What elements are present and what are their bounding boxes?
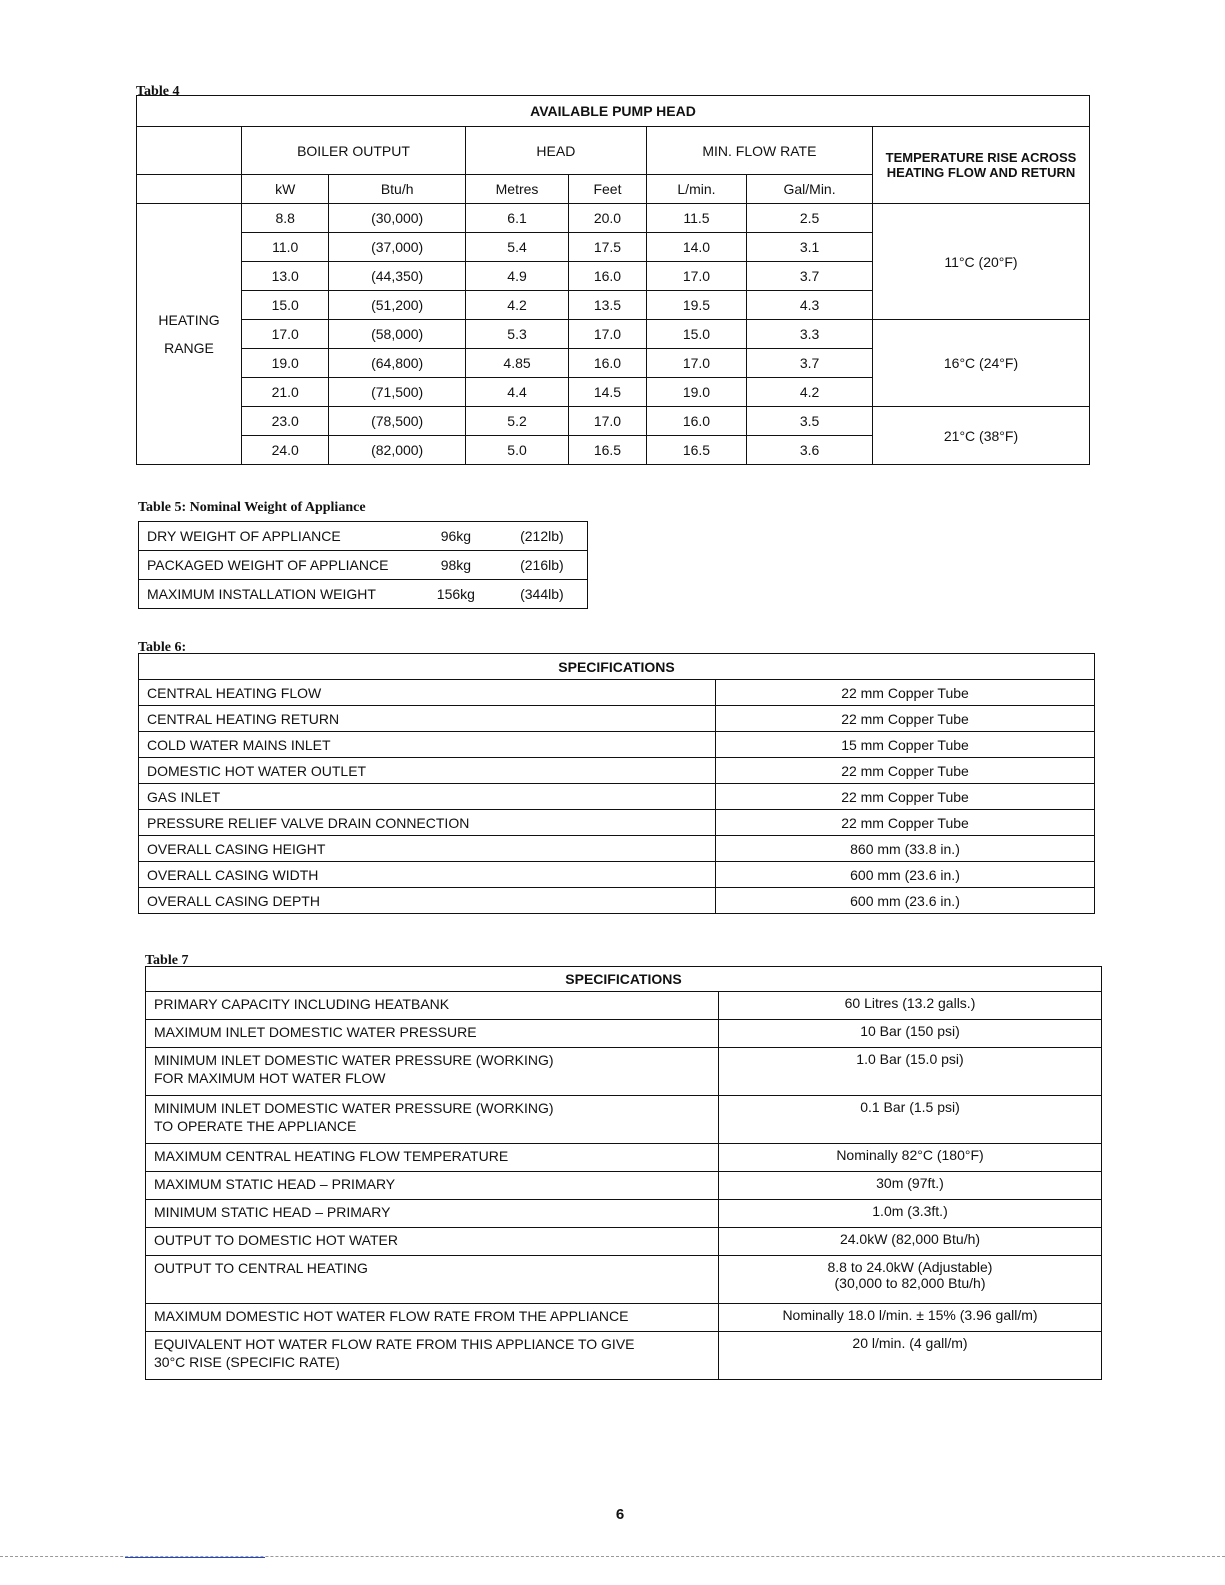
cell-kw: 19.0 [242, 349, 329, 378]
spec-label: OVERALL CASING WIDTH [139, 862, 716, 888]
cell-galmin: 4.3 [747, 291, 873, 320]
cell-galmin: 3.6 [747, 436, 873, 465]
spec-value-line: 60 Litres (13.2 galls.) [844, 995, 976, 1011]
weight-label: PACKAGED WEIGHT OF APPLIANCE [139, 551, 416, 580]
spec-value [719, 1228, 1102, 1256]
cell-feet: 16.5 [569, 436, 647, 465]
table4-blank-unit [137, 175, 242, 204]
spec-label-line: MAXIMUM DOMESTIC HOT WATER FLOW RATE FROM THE APPLIANCE [154, 1308, 629, 1324]
weight-table [138, 521, 588, 609]
boiler-output-header: BOILER OUTPUT [242, 127, 466, 175]
table6-title: SPECIFICATIONS [139, 654, 1095, 680]
weight-lb: (216lb) [497, 551, 588, 580]
cell-galmin: 2.5 [747, 204, 873, 233]
weight-kg: 156kg [415, 580, 497, 609]
cell-lmin: 17.0 [646, 262, 746, 291]
cell-kw: 8.8 [242, 204, 329, 233]
temp-rise-11c: 11°C (20°F) [873, 204, 1090, 320]
cell-feet: 17.5 [569, 233, 647, 262]
cell-galmin: 3.7 [747, 349, 873, 378]
heating-label: HEATING [158, 312, 220, 328]
spec-value [719, 1256, 1102, 1304]
heating-range-label [137, 204, 242, 465]
spec-label [146, 1096, 719, 1144]
cell-metres: 6.1 [465, 204, 568, 233]
cell-btuh: (37,000) [329, 233, 466, 262]
spec-value: 22 mm Copper Tube [716, 810, 1095, 836]
table4-blank-corner [137, 127, 242, 175]
spec-value: 22 mm Copper Tube [716, 758, 1095, 784]
cell-feet: 17.0 [569, 320, 647, 349]
cell-metres: 4.85 [465, 349, 568, 378]
unit-btuh: Btu/h [329, 175, 466, 204]
unit-lmin: L/min. [646, 175, 746, 204]
spec-value: 860 mm (33.8 in.) [716, 836, 1095, 862]
spec-label-line: MAXIMUM STATIC HEAD – PRIMARY [154, 1176, 396, 1192]
spec-value [719, 1304, 1102, 1332]
spec-label-line: MINIMUM INLET DOMESTIC WATER PRESSURE (WORKING) [154, 1052, 554, 1068]
spec-label-line: 30°C RISE (SPECIFIC RATE) [154, 1354, 340, 1370]
head-header: HEAD [465, 127, 646, 175]
spec-label: CENTRAL HEATING FLOW [139, 680, 716, 706]
spec-value-line: 1.0m (3.3ft.) [872, 1203, 948, 1219]
range-label: RANGE [164, 340, 214, 356]
spec-label: COLD WATER MAINS INLET [139, 732, 716, 758]
spec-value-line: 10 Bar (150 psi) [860, 1023, 960, 1039]
spec-value: 22 mm Copper Tube [716, 706, 1095, 732]
cell-metres: 5.4 [465, 233, 568, 262]
temp-rise-header: TEMPERATURE RISE ACROSS HEATING FLOW AND RETURN [873, 127, 1090, 204]
spec-value [719, 1048, 1102, 1096]
spec-label [146, 992, 719, 1020]
spec-label: DOMESTIC HOT WATER OUTLET [139, 758, 716, 784]
table7-caption: Table 7 [145, 953, 189, 968]
unit-galmin: Gal/Min. [747, 175, 873, 204]
cell-feet: 13.5 [569, 291, 647, 320]
spec-value [719, 1020, 1102, 1048]
cell-metres: 4.9 [465, 262, 568, 291]
spec-label-line: PRIMARY CAPACITY INCLUDING HEATBANK [154, 996, 450, 1012]
spec-label [146, 1200, 719, 1228]
spec-value-line: 30m (97ft.) [876, 1175, 944, 1191]
cell-metres: 5.0 [465, 436, 568, 465]
min-flow-rate-header: MIN. FLOW RATE [646, 127, 872, 175]
cell-metres: 5.2 [465, 407, 568, 436]
cell-kw: 11.0 [242, 233, 329, 262]
unit-feet: Feet [569, 175, 647, 204]
spec-label: CENTRAL HEATING RETURN [139, 706, 716, 732]
spec-value [719, 1096, 1102, 1144]
weight-lb: (344lb) [497, 580, 588, 609]
spec-label [146, 1332, 719, 1380]
spec-label [146, 1228, 719, 1256]
cell-lmin: 15.0 [646, 320, 746, 349]
cell-btuh: (30,000) [329, 204, 466, 233]
spec-label [146, 1144, 719, 1172]
spec-label-line: MAXIMUM CENTRAL HEATING FLOW TEMPERATURE [154, 1148, 509, 1164]
cell-metres: 4.4 [465, 378, 568, 407]
spec-value-line: 20 l/min. (4 gall/m) [852, 1335, 968, 1351]
spec-value [719, 1332, 1102, 1380]
cell-btuh: (71,500) [329, 378, 466, 407]
cell-metres: 5.3 [465, 320, 568, 349]
spec-label [146, 1048, 719, 1096]
cell-kw: 24.0 [242, 436, 329, 465]
spec-label-line: OUTPUT TO DOMESTIC HOT WATER [154, 1232, 398, 1248]
spec-label: OVERALL CASING HEIGHT [139, 836, 716, 862]
unit-kw: kW [242, 175, 329, 204]
cell-lmin: 17.0 [646, 349, 746, 378]
table6-caption: Table 6: [138, 640, 187, 655]
cell-kw: 21.0 [242, 378, 329, 407]
weight-kg: 98kg [415, 551, 497, 580]
cell-galmin: 3.3 [747, 320, 873, 349]
spec-label-line: MINIMUM INLET DOMESTIC WATER PRESSURE (WORKING) [154, 1100, 554, 1116]
unit-metres: Metres [465, 175, 568, 204]
cell-feet: 20.0 [569, 204, 647, 233]
spec-value [719, 1144, 1102, 1172]
cell-feet: 17.0 [569, 407, 647, 436]
spec-value [719, 1200, 1102, 1228]
specifications-table-6 [138, 653, 1095, 914]
cell-kw: 17.0 [242, 320, 329, 349]
cell-btuh: (82,000) [329, 436, 466, 465]
cell-feet: 16.0 [569, 349, 647, 378]
spec-label [146, 1304, 719, 1332]
cell-btuh: (51,200) [329, 291, 466, 320]
spec-value-line: 24.0kW (82,000 Btu/h) [839, 1231, 981, 1247]
cell-metres: 4.2 [465, 291, 568, 320]
cell-lmin: 16.5 [646, 436, 746, 465]
spec-label-line: FOR MAXIMUM HOT WATER FLOW [154, 1070, 386, 1086]
specifications-table-7 [145, 966, 1102, 1380]
cell-btuh: (78,500) [329, 407, 466, 436]
footer-link-underline [125, 1557, 265, 1558]
spec-value: 15 mm Copper Tube [716, 732, 1095, 758]
table4-title: AVAILABLE PUMP HEAD [137, 96, 1090, 127]
spec-value: 22 mm Copper Tube [716, 680, 1095, 706]
spec-value [719, 992, 1102, 1020]
cell-lmin: 19.0 [646, 378, 746, 407]
spec-value: 22 mm Copper Tube [716, 784, 1095, 810]
cell-kw: 15.0 [242, 291, 329, 320]
cell-lmin: 11.5 [646, 204, 746, 233]
spec-label-line: MINIMUM STATIC HEAD – PRIMARY [154, 1204, 391, 1220]
cell-galmin: 3.5 [747, 407, 873, 436]
spec-label-line: OUTPUT TO CENTRAL HEATING [154, 1260, 368, 1276]
cell-btuh: (44,350) [329, 262, 466, 291]
cell-lmin: 16.0 [646, 407, 746, 436]
spec-label: PRESSURE RELIEF VALVE DRAIN CONNECTION [139, 810, 716, 836]
spec-label [146, 1172, 719, 1200]
cell-galmin: 4.2 [747, 378, 873, 407]
spec-label [146, 1020, 719, 1048]
cell-btuh: (64,800) [329, 349, 466, 378]
spec-value-line: 0.1 Bar (1.5 psi) [860, 1099, 960, 1115]
spec-value-line: (30,000 to 82,000 Btu/h) [834, 1275, 986, 1291]
spec-label [146, 1256, 719, 1304]
spec-value: 600 mm (23.6 in.) [716, 888, 1095, 914]
spec-value-line: Nominally 18.0 l/min. ± 15% (3.96 gall/m) [782, 1307, 1038, 1323]
temp-rise-16c: 16°C (24°F) [873, 320, 1090, 407]
cell-galmin: 3.1 [747, 233, 873, 262]
spec-label-line: EQUIVALENT HOT WATER FLOW RATE FROM THIS APPLIANCE TO GIVE [154, 1336, 635, 1352]
spec-value [719, 1172, 1102, 1200]
spec-value-line: Nominally 82°C (180°F) [836, 1147, 984, 1163]
temp-rise-21c: 21°C (38°F) [873, 407, 1090, 465]
table5-caption: Table 5: Nominal Weight of Appliance [138, 500, 366, 515]
cell-kw: 23.0 [242, 407, 329, 436]
table4-caption: Table 4 [136, 84, 180, 99]
spec-label-line: TO OPERATE THE APPLIANCE [154, 1118, 357, 1134]
spec-value: 600 mm (23.6 in.) [716, 862, 1095, 888]
cell-galmin: 3.7 [747, 262, 873, 291]
spec-value-line: 1.0 Bar (15.0 psi) [856, 1051, 964, 1067]
cell-kw: 13.0 [242, 262, 329, 291]
cell-lmin: 14.0 [646, 233, 746, 262]
cell-lmin: 19.5 [646, 291, 746, 320]
spec-value-line: 8.8 to 24.0kW (Adjustable) [827, 1259, 993, 1275]
weight-label: DRY WEIGHT OF APPLIANCE [139, 522, 416, 551]
weight-lb: (212lb) [497, 522, 588, 551]
weight-kg: 96kg [415, 522, 497, 551]
cell-btuh: (58,000) [329, 320, 466, 349]
weight-label: MAXIMUM INSTALLATION WEIGHT [139, 580, 416, 609]
cell-feet: 14.5 [569, 378, 647, 407]
cell-feet: 16.0 [569, 262, 647, 291]
spec-label: GAS INLET [139, 784, 716, 810]
table7-title: SPECIFICATIONS [146, 967, 1102, 992]
spec-label-line: MAXIMUM INLET DOMESTIC WATER PRESSURE [154, 1024, 477, 1040]
spec-label: OVERALL CASING DEPTH [139, 888, 716, 914]
pump-head-table [136, 95, 1090, 465]
page-number: 6 [615, 1506, 625, 1523]
